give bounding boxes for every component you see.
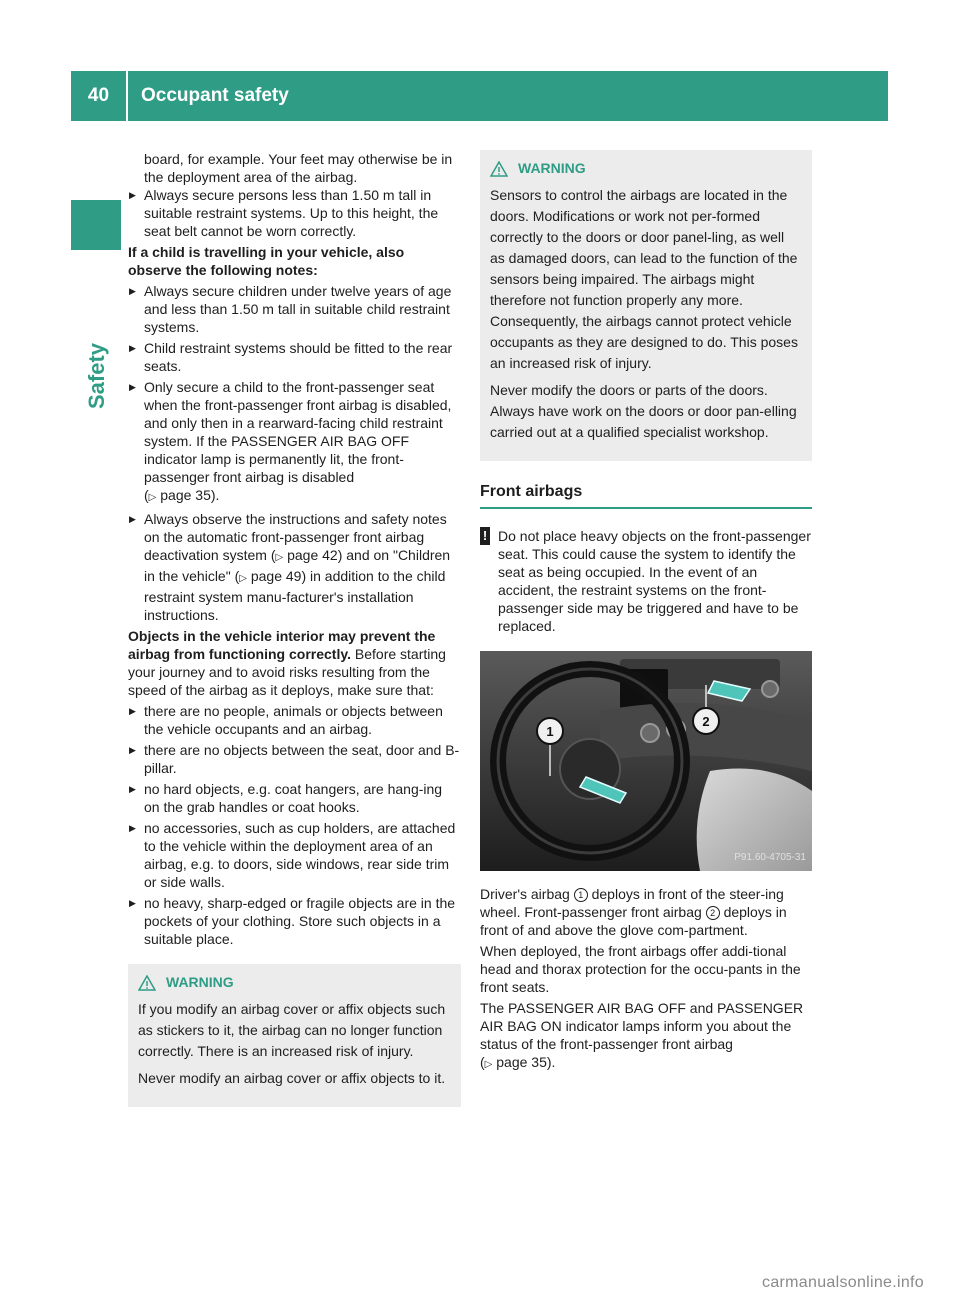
list-item: ▶ there are no objects between the seat, door and B-pillar. [128, 741, 461, 777]
warning-heading: WARNING [490, 158, 802, 179]
child-bullet-list [128, 282, 461, 624]
page-reference-arrow-icon: ▷ [275, 552, 284, 563]
objects-paragraph: Objects in the vehicle interior may prevent the airbag from functioning correctly. Before starting your journey and to avoid risks resulting from the speed of the airbag as it deploys, make sure that: [128, 628, 446, 698]
list-item: ▶ Child restraint systems should be fitted to the rear seats. [128, 339, 461, 375]
height-bullet-list [128, 186, 461, 240]
warning-triangle-icon [138, 975, 156, 991]
figure-code: P91.60-4705-31 [734, 852, 806, 863]
list-item: ▶ no hard objects, e.g. coat hangers, are hang-ing on the grab handles or coat hooks. [128, 780, 461, 816]
list-item: ▶ Always secure persons less than 1.50 m tall in suitable restraint systems. Up to this height, the seat belt cannot be worn correctly. [128, 186, 461, 240]
chapter-tab-label: Safety [84, 342, 109, 410]
page-reference-arrow-icon: ▷ [484, 1059, 493, 1070]
warning-text: If you modify an airbag cover or affix objects such as stickers to it, the airbag can no longer function correctly. There is an increased risk of injury. [138, 1001, 446, 1059]
page-reference-arrow-icon: ▷ [239, 573, 247, 584]
chapter-tab [71, 200, 121, 250]
page-reference-arrow-icon: ▷ [148, 492, 157, 503]
callout-marker-1: 1 [574, 888, 588, 902]
objects-heading: Objects in the vehicle interior may prevent the airbag from functioning correctly. [128, 628, 436, 662]
exclamation-icon: ! [480, 527, 490, 545]
page-link[interactable]: page 35). [160, 487, 220, 503]
list-item: ▶ no accessories, such as cup holders, are attached to the vehicle within the deployment area of an airbag, e.g. to doors, side windows, rear side trim or side walls. [128, 819, 461, 891]
notice-block [480, 527, 812, 635]
warning-text: Never modify the doors or parts of the doors. Always have work on the doors or door pan-elling carried out at a qualified specialist workshop. [490, 382, 797, 440]
warning-triangle-icon [490, 161, 508, 177]
warning-text: Sensors to control the airbags are located in the doors. Modifications or work not per-formed correctly to the doors or door panel-ling, as well as damaged doors, can lead to the function of the sensors being impaired. The airbags might therefore not function properly any more. Consequently, the airbags cannot protect vehicle occupants as they are designed to do. This poses an increased risk of injury. [490, 187, 798, 371]
list-item: ▶ no heavy, sharp-edged or fragile objects are in the pockets of your clothing. Store such objects in a suitable place. [128, 894, 461, 948]
continued-text: board, for example. Your feet may otherwise be in the deployment area of the airbag. [144, 151, 453, 185]
list-item: ▶ Always observe the instructions and safety notes on the automatic front-passenger front airbag deactivation system (▷ page 42) and on "Children in the vehicle" (▷ page 49) in addition to the child restraint system manu-facturer's installation instructions. [128, 510, 461, 624]
page-link[interactable]: page 35). [496, 1054, 556, 1070]
figure-callout-2: 2 [702, 714, 710, 729]
warning-text: Never modify an airbag cover or affix objects to it. [138, 1070, 446, 1086]
header-divider [126, 71, 128, 121]
child-heading: If a child is travelling in your vehicle, also observe the following notes: [128, 244, 405, 278]
callout-marker-2: 2 [706, 906, 720, 920]
warning-box-door-sensors [480, 150, 812, 461]
dashboard-illustration [480, 651, 812, 871]
list-item: ▶ Only secure a child to the front-passenger seat when the front-passenger front airbag is disabled, and only then in a rearward-facing child restraint system. If the PASSENGER AIR BAG OFF indicator lamp is permanently lit, the front-passenger front airbag is disabled (▷ page 35). [128, 378, 461, 507]
front-airbags-heading: Front airbags [480, 483, 812, 509]
deployed-paragraph: When deployed, the front airbags offer addi-tional head and thorax protection for the occu-pants in the front seats. [480, 943, 801, 995]
page-number: 40 [87, 85, 110, 106]
section-title: Occupant safety [141, 85, 289, 106]
indicator-paragraph: The PASSENGER AIR BAG OFF and PASSENGER AIR BAG ON indicator lamps inform you about the status of the front-passenger front airbag (▷ page 35). [480, 1000, 804, 1070]
figure-callout-1: 1 [546, 724, 554, 739]
list-item: ▶ Always secure children under twelve years of age and less than 1.50 m tall in suitable child restraint systems. [128, 282, 461, 336]
page-link[interactable]: page 49) in [250, 568, 321, 584]
right-column [480, 150, 812, 1077]
warning-heading: WARNING [138, 972, 451, 993]
left-column [128, 150, 461, 1107]
watermark: carmanualsonline.info [762, 1274, 924, 1291]
notice-text: Do not place heavy objects on the front-passenger seat. This could cause the system to identify the seat as being occupied. In the event of an accident, the restraint systems on the front-passenger side may be triggered and have to be replaced. [498, 528, 811, 634]
list-item: ▶ there are no people, animals or objects between the vehicle occupants and an airbag. [128, 702, 461, 738]
warning-box-airbag-cover [128, 964, 461, 1107]
figure-caption: Driver's airbag 1 deploys in front of the steer-ing wheel. Front-passenger front airbag 2 deploys in front of and above the glove com-partment. [480, 886, 787, 938]
airbag-figure [480, 651, 812, 871]
objects-bullet-list [128, 702, 461, 948]
page-link[interactable]: page 42) and [287, 547, 370, 563]
